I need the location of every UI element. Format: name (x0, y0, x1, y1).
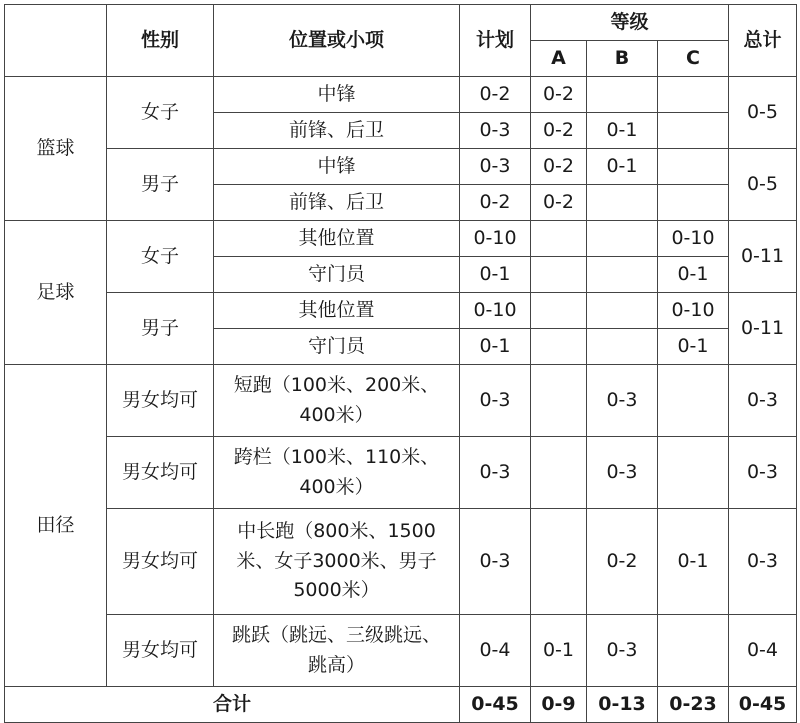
plan-cell: 0-4 (460, 615, 531, 687)
plan-cell: 0-3 (460, 113, 531, 149)
summary-plan: 0-45 (460, 687, 531, 723)
grade-a-cell (531, 365, 587, 437)
table-row (5, 365, 797, 437)
summary-total: 0-45 (729, 687, 797, 723)
header-gender: 性别 (107, 5, 214, 77)
gender-cell: 男女均可 (107, 437, 214, 509)
summary-row (5, 687, 797, 723)
header-grade-b: B (587, 41, 658, 77)
grade-b-cell: 0-3 (587, 437, 658, 509)
grade-c-cell: 0-1 (658, 509, 729, 615)
grade-c-cell (658, 77, 729, 113)
table-row (5, 509, 797, 615)
grade-c-cell: 0-1 (658, 329, 729, 365)
grade-b-cell (587, 221, 658, 257)
grade-c-cell: 0-10 (658, 221, 729, 257)
header-grade-a: A (531, 41, 587, 77)
gender-cell: 男子 (107, 149, 214, 221)
grade-c-cell (658, 113, 729, 149)
plan-cell: 0-3 (460, 509, 531, 615)
header-grade-c: C (658, 41, 729, 77)
sport-cell: 篮球 (5, 77, 107, 221)
grade-c-cell (658, 185, 729, 221)
grade-c-cell: 0-1 (658, 257, 729, 293)
grade-b-cell (587, 329, 658, 365)
grade-a-cell: 0-2 (531, 185, 587, 221)
table-row (5, 77, 797, 113)
table-row (5, 437, 797, 509)
total-cell: 0-4 (729, 615, 797, 687)
total-cell: 0-3 (729, 437, 797, 509)
grade-c-cell (658, 149, 729, 185)
plan-cell: 0-3 (460, 149, 531, 185)
grade-b-cell (587, 77, 658, 113)
plan-cell: 0-10 (460, 293, 531, 329)
summary-grade-a: 0-9 (531, 687, 587, 723)
plan-cell: 0-3 (460, 437, 531, 509)
total-cell: 0-5 (729, 77, 797, 149)
item-cell: 跨栏（100米、110米、400米） (214, 437, 460, 509)
grade-b-cell (587, 257, 658, 293)
plan-cell: 0-3 (460, 365, 531, 437)
gender-cell: 女子 (107, 77, 214, 149)
header-plan: 计划 (460, 5, 531, 77)
summary-label: 合计 (5, 687, 460, 723)
item-cell: 中锋 (214, 77, 460, 113)
grade-a-cell: 0-2 (531, 77, 587, 113)
item-cell: 前锋、后卫 (214, 113, 460, 149)
item-cell: 短跑（100米、200米、400米） (214, 365, 460, 437)
grade-b-cell (587, 185, 658, 221)
grade-a-cell: 0-2 (531, 113, 587, 149)
gender-cell: 男女均可 (107, 615, 214, 687)
sport-cell: 足球 (5, 221, 107, 365)
header-position: 位置或小项 (214, 5, 460, 77)
grade-b-cell: 0-3 (587, 365, 658, 437)
plan-cell: 0-1 (460, 329, 531, 365)
grade-a-cell (531, 293, 587, 329)
item-cell: 中锋 (214, 149, 460, 185)
header-total: 总计 (729, 5, 797, 77)
item-cell: 守门员 (214, 257, 460, 293)
item-cell: 中长跑（800米、1500米、女子3000米、男子5000米） (214, 509, 460, 615)
sport-cell: 田径 (5, 365, 107, 687)
table-row (5, 221, 797, 257)
gender-cell: 男女均可 (107, 365, 214, 437)
grade-b-cell: 0-2 (587, 509, 658, 615)
grade-c-cell (658, 365, 729, 437)
item-cell: 其他位置 (214, 293, 460, 329)
total-cell: 0-11 (729, 221, 797, 293)
plan-cell: 0-2 (460, 77, 531, 113)
grade-c-cell (658, 437, 729, 509)
grade-a-cell (531, 257, 587, 293)
grade-a-cell (531, 329, 587, 365)
total-cell: 0-3 (729, 365, 797, 437)
header-sport-corner (5, 5, 107, 77)
total-cell: 0-5 (729, 149, 797, 221)
table-row (5, 293, 797, 329)
table-row (5, 615, 797, 687)
grade-b-cell: 0-3 (587, 615, 658, 687)
grade-a-cell: 0-2 (531, 149, 587, 185)
grade-a-cell (531, 509, 587, 615)
table-row (5, 149, 797, 185)
gender-cell: 女子 (107, 221, 214, 293)
summary-grade-b: 0-13 (587, 687, 658, 723)
grade-c-cell (658, 615, 729, 687)
grade-a-cell (531, 437, 587, 509)
plan-cell: 0-10 (460, 221, 531, 257)
header-grade: 等级 (531, 5, 729, 41)
grade-b-cell: 0-1 (587, 113, 658, 149)
grade-c-cell: 0-10 (658, 293, 729, 329)
item-cell: 跳跃（跳远、三级跳远、跳高） (214, 615, 460, 687)
total-cell: 0-3 (729, 509, 797, 615)
grade-b-cell: 0-1 (587, 149, 658, 185)
plan-cell: 0-2 (460, 185, 531, 221)
grade-a-cell (531, 221, 587, 257)
total-cell: 0-11 (729, 293, 797, 365)
item-cell: 前锋、后卫 (214, 185, 460, 221)
summary-grade-c: 0-23 (658, 687, 729, 723)
grade-a-cell: 0-1 (531, 615, 587, 687)
quota-table (4, 4, 797, 723)
gender-cell: 男子 (107, 293, 214, 365)
item-cell: 其他位置 (214, 221, 460, 257)
grade-b-cell (587, 293, 658, 329)
item-cell: 守门员 (214, 329, 460, 365)
plan-cell: 0-1 (460, 257, 531, 293)
gender-cell: 男女均可 (107, 509, 214, 615)
